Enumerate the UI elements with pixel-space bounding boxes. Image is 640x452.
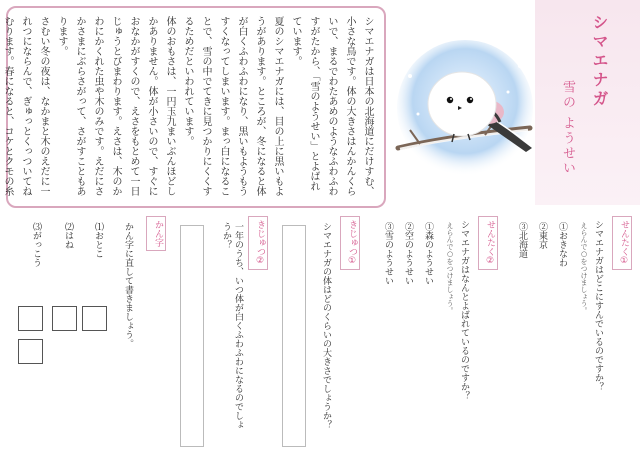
q1-instruction: えらんで○をつけましょう。 (580, 222, 588, 314)
q4-question: 一年のうち、いつ体が白くふわふわになるのでしょうか？ (221, 222, 243, 429)
q2-choice-2[interactable]: ②空のようせい (403, 222, 413, 285)
q1-choice-3[interactable]: ③北海道 (517, 222, 527, 258)
q2-label: せんたく② (478, 216, 498, 270)
q5-item-2: ⑵はね (63, 222, 73, 249)
passage-paragraph: 夏のシマエナガには、目の上に黒いもようがあります。ところが、冬になると体が白くふわふわになり、黒いもようもうすくなってしまいます。まっ白になることで、雪の中でてきに見つかりにくくするためだといわれています。 (182, 16, 283, 196)
kanji-answer-box-1[interactable] (82, 306, 107, 331)
page-subtitle: 雪の ようせい (560, 80, 575, 177)
reading-passage (0, 16, 376, 198)
q1-choice-1[interactable]: ①おきなわ (557, 222, 567, 267)
q3-answer-box[interactable] (282, 225, 306, 447)
reading-passage-box (2, 6, 386, 208)
kanji-answer-box-3b[interactable] (18, 339, 43, 364)
q2-choice-3[interactable]: ③雪のようせい (383, 222, 393, 285)
q5-item-1: ⑴おとこ (93, 222, 103, 258)
q4-label: きじゅつ② (248, 216, 268, 270)
q5-label: かん字 (146, 216, 166, 251)
q1-label: せんたく① (612, 216, 632, 270)
kanji-answer-box-3a[interactable] (18, 306, 43, 331)
passage-paragraph: 体のおもさは、一円玉九まいぶんほどしかありません。体が小さいので、すぐにおなかがすくので、えさをもとめて一日じゅうとびまわります。えさは、木のかわにかくれた虫や木のみです。えだにさかさまにぶらさがって、さがすこともあります。 (56, 16, 175, 196)
passage-paragraph: さむい冬の夜は、なかまと木のえだに一れつにならんで、ぎゅっとくっついてねむります。春になると、コケとクモの糸 (2, 16, 49, 196)
q3-label: きじゅつ① (340, 216, 360, 270)
q2-choice-1[interactable]: ①森のようせい (423, 222, 433, 285)
q5-question: かん字に直して書きましょう。 (123, 222, 133, 348)
q4-answer-box[interactable] (180, 225, 204, 447)
q3-question: シマエナガの体はどのくらいの大きさでしょうか？ (321, 222, 331, 429)
kanji-answer-box-2[interactable] (52, 306, 77, 331)
q2-question: シマエナガはなんとよばれているのですか？ (459, 220, 469, 400)
q1-question: シマエナガはどこにすんでいるのですか？ (593, 220, 603, 391)
passage-paragraph: シマエナガは日本の北海道にだけすむ、小さな鳥です。体の大きさはんかんくらいで、まるでわたあめのようなふわふわすがたから、「雪のようせい」とよばれています。 (290, 16, 373, 196)
long-tailed-tit-illustration (390, 36, 540, 186)
q5-item-3: ⑶がっこう (31, 222, 41, 267)
q1-choice-2[interactable]: ②東京 (537, 222, 547, 249)
q2-instruction: えらんで○をつけましょう。 (446, 222, 454, 314)
page-title: シマエナガ (590, 14, 609, 109)
